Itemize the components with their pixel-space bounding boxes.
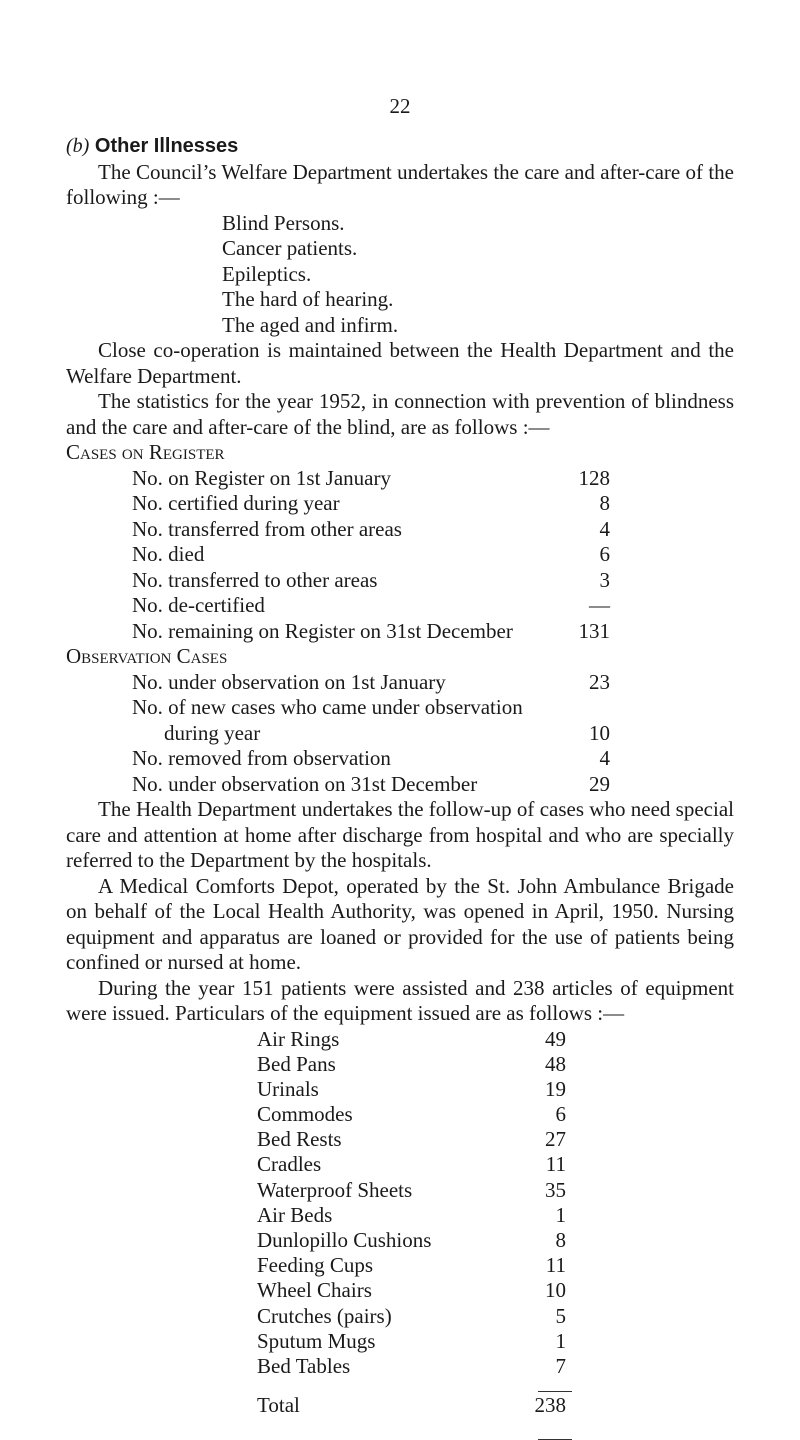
followup-paragraph: The Health Department undertakes the follow-up of cases who need special care and attention at home after discharge from hospital and who are specially referred to the Department by the hospitals. (66, 797, 734, 872)
table-row (66, 568, 734, 594)
table-row (66, 772, 734, 798)
register-title: Cases on Register (66, 440, 225, 464)
total-rule-top (538, 1391, 572, 1392)
row-label-continued: during year (164, 720, 261, 745)
register-table (66, 466, 734, 645)
equipment-table (66, 1027, 734, 1419)
row-label: Cradles (257, 1152, 322, 1177)
year-paragraph: During the year 151 patients were assisted and 238 articles of equipment were issued. Particulars of the equipment issued are as follows :— (66, 975, 734, 1025)
row-label: No. under observation on 1st January (132, 669, 446, 694)
row-value: 128 (578, 465, 610, 490)
table-row (66, 670, 734, 696)
observation-title: Observation Cases (66, 644, 228, 668)
table-row (66, 1354, 734, 1379)
row-value: 10 (545, 1278, 566, 1303)
table-row (66, 695, 734, 746)
table-row (66, 619, 734, 645)
table-row (66, 1228, 734, 1253)
row-value: 8 (555, 1228, 566, 1252)
intro-paragraph: The Council’s Welfare Department undertakes the care and after-care of the following :— (66, 159, 734, 209)
table-row (66, 517, 734, 543)
row-value: 8 (599, 491, 610, 515)
care-list-item: Cancer patients. (222, 236, 358, 260)
row-value: 11 (545, 1253, 566, 1278)
row-value: 48 (545, 1051, 566, 1076)
row-value: 131 (578, 618, 610, 643)
table-row (66, 1304, 734, 1329)
row-value: 1 (555, 1202, 566, 1227)
row-label: No. died (132, 542, 205, 566)
care-list-item: The aged and infirm. (222, 312, 399, 337)
row-label: Air Rings (257, 1026, 340, 1051)
table-row (66, 1278, 734, 1303)
row-value: 7 (555, 1353, 566, 1378)
row-value: 1 (555, 1328, 566, 1353)
row-label: Bed Tables (257, 1353, 351, 1378)
care-list-item: Blind Persons. (222, 210, 345, 235)
document-body (66, 134, 734, 1418)
table-row (66, 1077, 734, 1102)
row-value: 4 (599, 746, 610, 770)
table-row (66, 542, 734, 568)
table-row (66, 1102, 734, 1127)
total-value: 238 (534, 1393, 566, 1418)
row-value: 27 (545, 1127, 566, 1152)
row-value: 3 (599, 567, 610, 592)
row-label: No. on Register on 1st January (132, 465, 391, 490)
row-value: 5 (555, 1303, 566, 1328)
row-label: Waterproof Sheets (257, 1177, 413, 1202)
row-label: No. transferred to other areas (132, 567, 378, 592)
row-value: 6 (555, 1102, 566, 1127)
table-row (66, 1253, 734, 1278)
section-title: Other Illnesses (94, 135, 239, 157)
table-row (66, 593, 734, 619)
table-row (66, 1152, 734, 1177)
care-list (66, 211, 734, 339)
row-label: Dunlopillo Cushions (257, 1228, 432, 1252)
table-row (66, 1127, 734, 1152)
row-label: Wheel Chairs (257, 1278, 372, 1303)
total-row (66, 1393, 734, 1418)
row-label: No. de-certified (132, 593, 265, 617)
row-value: 19 (545, 1076, 566, 1101)
total-label: Total (257, 1393, 300, 1418)
row-value: 49 (545, 1026, 566, 1051)
table-row (66, 746, 734, 772)
statistics-paragraph: The statistics for the year 1952, in connection with prevention of blindness and the care and after-care of the blind, are as follows :— (66, 389, 734, 439)
row-label: No. transferred from other areas (132, 516, 402, 541)
table-row (66, 1052, 734, 1077)
row-label: No. of new cases who came under observation (132, 695, 523, 719)
row-label: Sputum Mugs (257, 1328, 376, 1353)
row-label: No. remaining on Register on 31st December (132, 618, 513, 643)
row-label: Bed Pans (257, 1051, 336, 1076)
table-row (66, 1027, 734, 1052)
page-number: 22 (389, 94, 411, 118)
table-row (66, 1203, 734, 1228)
table-row (66, 1178, 734, 1203)
row-value: 11 (545, 1152, 566, 1177)
observation-table (66, 670, 734, 798)
row-value: 4 (599, 516, 610, 541)
row-label: Crutches (pairs) (257, 1303, 392, 1328)
total-rule-bottom (538, 1439, 572, 1440)
table-row (66, 491, 734, 517)
table-row (66, 1329, 734, 1354)
table-row (66, 466, 734, 492)
row-value: 6 (599, 542, 610, 566)
cooperation-paragraph: Close co-operation is maintained between the Health Department and the Welfare Department. (66, 338, 734, 388)
row-value: 23 (589, 669, 610, 694)
row-label: Urinals (257, 1076, 319, 1101)
row-label: Bed Rests (257, 1127, 342, 1152)
row-value: 35 (545, 1177, 566, 1202)
care-list-item: Epileptics. (222, 261, 312, 286)
row-label: No. under observation on 31st December (132, 771, 478, 796)
row-value: 29 (589, 771, 610, 796)
depot-paragraph: A Medical Comforts Depot, operated by the St. John Ambulance Brigade on behalf of the Local Health Authority, was opened in April, 1950. Nursing equipment and apparatus are loaned or provided for the use of patients being confined or nursed at home. (66, 873, 734, 974)
section-letter: (b) (66, 135, 90, 157)
row-label: Air Beds (257, 1202, 333, 1227)
care-list-item: The hard of hearing. (222, 287, 394, 311)
row-label: No. removed from observation (132, 746, 391, 770)
row-label: Feeding Cups (257, 1253, 374, 1278)
row-label: No. certified during year (132, 491, 340, 515)
row-label: Commodes (257, 1102, 353, 1127)
row-value: — (589, 593, 610, 617)
section-heading (66, 134, 734, 160)
row-value: 10 (589, 720, 610, 745)
